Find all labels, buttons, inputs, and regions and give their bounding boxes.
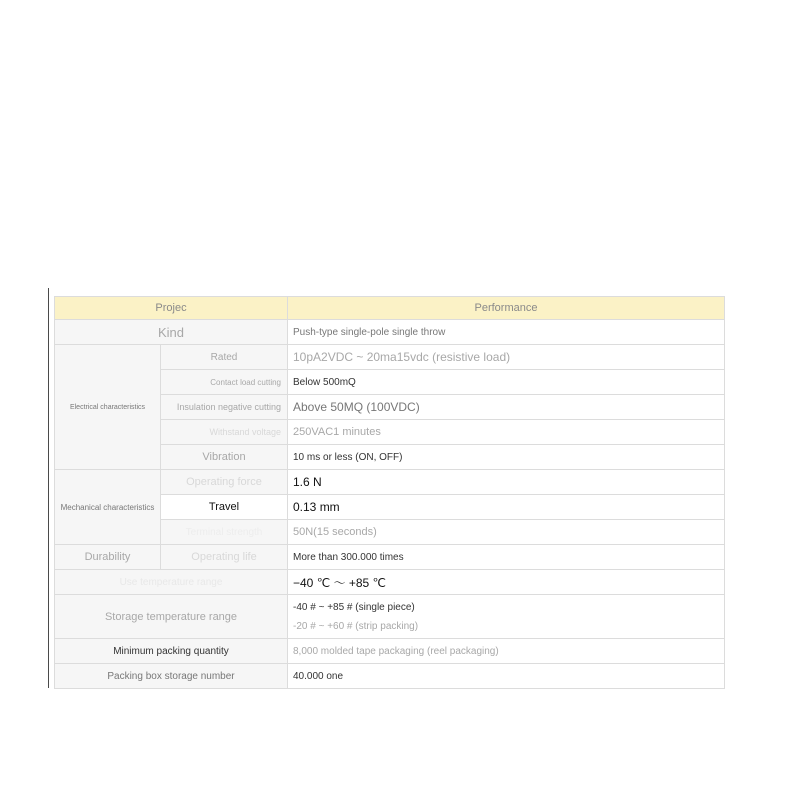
header-project: Projec	[55, 297, 288, 320]
operating-life-label: Operating life	[161, 545, 288, 570]
mechanical-group-label: Mechanical characteristics	[55, 470, 161, 545]
min-packing-label: Minimum packing quantity	[55, 639, 288, 664]
rated-label: Rated	[161, 345, 288, 370]
table-row	[55, 345, 725, 370]
min-packing-value: 8,000 molded tape packaging (reel packaging)	[288, 639, 725, 664]
left-divider-line	[48, 288, 49, 688]
table-row	[55, 470, 725, 495]
terminal-strength-label: Terminal strength	[161, 520, 288, 545]
box-storage-label: Packing box storage number	[55, 664, 288, 689]
storage-temperature-strip: -20 # ~ +60 # (strip packing)	[293, 620, 419, 632]
contact-load-value: Below 500mQ	[288, 370, 725, 395]
terminal-strength-value: 50N(15 seconds)	[288, 520, 725, 545]
table-row	[55, 545, 725, 570]
operating-force-value: 1.6 N	[288, 470, 725, 495]
contact-load-label: Contact load cutting	[161, 370, 288, 395]
withstand-voltage-value: 250VAC1 minutes	[288, 420, 725, 445]
insulation-label: Insulation negative cutting	[161, 395, 288, 420]
use-temperature-value: −40 ℃ ～ +85 ℃	[288, 570, 725, 595]
table-row	[55, 320, 725, 345]
withstand-voltage-label: Withstand voltage	[161, 420, 288, 445]
table-row	[55, 639, 725, 664]
vibration-label: Vibration	[161, 445, 288, 470]
box-storage-value: 40.000 one	[288, 664, 725, 689]
travel-label: Travel	[161, 495, 288, 520]
spec-table	[54, 296, 725, 689]
table-row	[55, 570, 725, 595]
travel-value: 0.13 mm	[288, 495, 725, 520]
operating-force-label: Operating force	[161, 470, 288, 495]
rated-value: 10pA2VDC ~ 20ma15vdc (resistive load)	[288, 345, 725, 370]
storage-temperature-single: -40 # ~ +85 # (single piece)	[293, 601, 415, 613]
use-temperature-label: Use temperature range	[55, 570, 288, 595]
kind-value: Push-type single-pole single throw	[288, 320, 725, 345]
header-performance: Performance	[288, 297, 725, 320]
insulation-value: Above 50MQ (100VDC)	[288, 395, 725, 420]
durability-group-label: Durability	[55, 545, 161, 570]
storage-temperature-label: Storage temperature range	[55, 595, 288, 639]
storage-temperature-value	[288, 595, 725, 639]
operating-life-value: More than 300.000 times	[288, 545, 725, 570]
table-row	[55, 664, 725, 689]
vibration-value: 10 ms or less (ON, OFF)	[288, 445, 725, 470]
electrical-group-label: Electrical characteristics	[55, 345, 161, 470]
table-row	[55, 595, 725, 639]
table-header-row	[55, 297, 725, 320]
kind-label: Kind	[55, 320, 288, 345]
